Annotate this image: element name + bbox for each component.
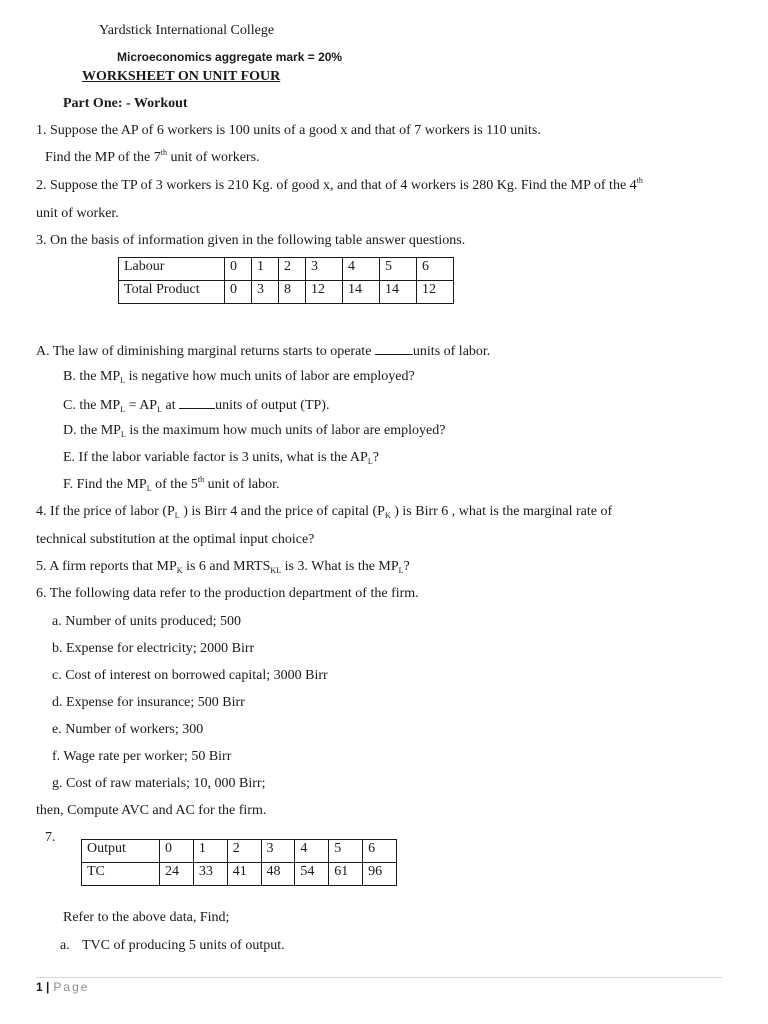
table-cell: 24	[160, 863, 194, 886]
question-4-line-1	[36, 503, 612, 521]
question-3a	[36, 341, 490, 361]
q5-text-b: is 6 and MRTS	[182, 559, 271, 574]
q1-superscript: th	[160, 148, 167, 157]
q3a-text-post: units of labor.	[412, 344, 491, 359]
q5-text-d: ?	[403, 559, 410, 574]
table-cell: 6	[363, 840, 397, 863]
q3b-text-pre: B. the MP	[63, 369, 121, 384]
table-cell: 48	[261, 863, 295, 886]
question-5	[36, 558, 410, 576]
q3f-text-pre: F. Find the MP	[63, 477, 147, 492]
q3c-subscript-1: L	[120, 405, 126, 414]
question-3d	[63, 422, 445, 440]
table-cell: 2	[227, 840, 261, 863]
question-1-line-1: 1. Suppose the AP of 6 workers is 100 units of a good x and that of 7 workers is 110 units.	[36, 123, 541, 138]
list-item: f. Wage rate per worker; 50 Birr	[52, 749, 232, 764]
q3c-text-mid: = AP	[125, 398, 158, 413]
q3b-subscript: L	[120, 376, 126, 385]
table-cell: 2	[279, 258, 306, 281]
question-7-number: 7.	[45, 830, 56, 845]
q3e-subscript: L	[367, 457, 373, 466]
q3f-text-post: unit of labor.	[204, 477, 280, 492]
q5-text-a: 5. A firm reports that MP	[36, 559, 177, 574]
table-cell: 3	[252, 281, 279, 304]
table-cell: 8	[279, 281, 306, 304]
question-2-line-2: unit of worker.	[36, 206, 119, 221]
table-row-label: Output	[82, 840, 160, 863]
q3b-text-post: is negative how much units of labor are employed?	[125, 369, 415, 384]
table-cell: 4	[343, 258, 380, 281]
q3d-text-pre: D. the MP	[63, 423, 121, 438]
q4-text-a: 4. If the price of labor (P	[36, 504, 175, 519]
q4-text-c: ) is Birr 6 , what is the marginal rate of	[390, 504, 613, 519]
footer-divider	[36, 977, 722, 978]
table-cell: 12	[306, 281, 343, 304]
question-4-line-2: technical substitution at the optimal input choice?	[36, 532, 315, 547]
table-cell: 14	[343, 281, 380, 304]
q3f-superscript: th	[197, 475, 205, 484]
q1-text-post: unit of workers.	[167, 150, 260, 165]
q3a-text-pre: A. The law of diminishing marginal returns starts to operate	[36, 344, 375, 359]
table-cell: 3	[261, 840, 295, 863]
table-cell: 6	[416, 258, 453, 281]
list-item: b. Expense for electricity; 2000 Birr	[52, 641, 255, 656]
table-cell: 0	[225, 281, 252, 304]
table-cell: 41	[227, 863, 261, 886]
q3c-subscript-2: L	[157, 405, 162, 414]
answer-blank	[179, 395, 215, 409]
q3c-text-at: at	[162, 398, 180, 413]
q3f-subscript: L	[146, 484, 152, 493]
q3c-text-post: units of output (TP).	[215, 398, 330, 413]
q1-text-pre: Find the MP of the 7	[45, 150, 161, 165]
list-item: a. Number of units produced; 500	[52, 614, 241, 629]
table-cell: 1	[252, 258, 279, 281]
q5-text-c: is 3. What is the MP	[281, 559, 399, 574]
footer-separator: |	[46, 980, 50, 994]
table-row	[82, 863, 397, 886]
question-3e	[63, 449, 379, 467]
q3d-text-post: is the maximum how much units of labor are employed?	[125, 423, 446, 438]
table-row	[119, 281, 454, 304]
table-cell: 14	[379, 281, 416, 304]
table-cell: 61	[329, 863, 363, 886]
question-2-line-1	[36, 177, 643, 195]
q2-text: 2. Suppose the TP of 3 workers is 210 Kg. of good x, and that of 4 workers is 280 Kg. Find the MP of the 4	[36, 178, 637, 193]
table-cell: 0	[225, 258, 252, 281]
q5-subscript-1: K	[176, 566, 183, 575]
page-footer	[36, 980, 89, 994]
q5-subscript-3: L	[398, 566, 404, 575]
table-cell: 5	[379, 258, 416, 281]
course-info: Microeconomics aggregate mark = 20%	[117, 50, 343, 64]
table-cell: 5	[329, 840, 363, 863]
table-cell: 96	[363, 863, 397, 886]
part-heading: Part One: - Workout	[63, 96, 188, 111]
q2-superscript: th	[636, 176, 643, 185]
question-3c	[63, 395, 329, 415]
page-number: 1	[36, 980, 43, 994]
q4-text-b: ) is Birr 4 and the price of capital (P	[179, 504, 385, 519]
table-cell: 3	[306, 258, 343, 281]
list-item: g. Cost of raw materials; 10, 000 Birr;	[52, 776, 266, 791]
question-3b	[63, 368, 415, 386]
question-7a-marker: a.	[60, 938, 70, 953]
labour-product-table	[118, 257, 454, 304]
question-6-intro: 6. The following data refer to the production department of the firm.	[36, 586, 419, 601]
table-cell: 33	[193, 863, 227, 886]
q3e-text-post: ?	[372, 450, 379, 465]
list-item: e. Number of workers; 300	[52, 722, 204, 737]
page-label: Page	[53, 980, 90, 994]
table-cell: 54	[295, 863, 329, 886]
q4-subscript-2: K	[384, 511, 391, 520]
table-row	[119, 258, 454, 281]
answer-blank	[375, 341, 413, 355]
worksheet-title: WORKSHEET ON UNIT FOUR	[82, 69, 281, 84]
table-cell: 1	[193, 840, 227, 863]
list-item: c. Cost of interest on borrowed capital; 3000 Birr	[52, 668, 328, 683]
table-cell: 4	[295, 840, 329, 863]
table-row-label: Total Product	[119, 281, 225, 304]
question-1-line-2	[45, 149, 260, 167]
table-row	[82, 840, 397, 863]
question-3-intro: 3. On the basis of information given in the following table answer questions.	[36, 233, 466, 248]
q3f-text-mid: of the 5	[151, 477, 198, 492]
table-row-label: Labour	[119, 258, 225, 281]
question-6-conclusion: then, Compute AVC and AC for the firm.	[36, 803, 267, 818]
q3d-subscript: L	[120, 430, 126, 439]
question-7a-text: TVC of producing 5 units of output.	[82, 938, 285, 953]
output-tc-table	[81, 839, 397, 886]
q3c-text-pre: C. the MP	[63, 398, 121, 413]
table-cell: 12	[416, 281, 453, 304]
college-name: Yardstick International College	[99, 23, 275, 38]
list-item: d. Expense for insurance; 500 Birr	[52, 695, 245, 710]
q3e-text-pre: E. If the labor variable factor is 3 units, what is the AP	[63, 450, 368, 465]
table-row-label: TC	[82, 863, 160, 886]
question-3f	[63, 476, 280, 494]
q4-subscript-1: L	[174, 511, 180, 520]
q5-subscript-2: KL	[270, 566, 282, 575]
table-cell: 0	[160, 840, 194, 863]
question-7-refer: Refer to the above data, Find;	[63, 910, 230, 925]
